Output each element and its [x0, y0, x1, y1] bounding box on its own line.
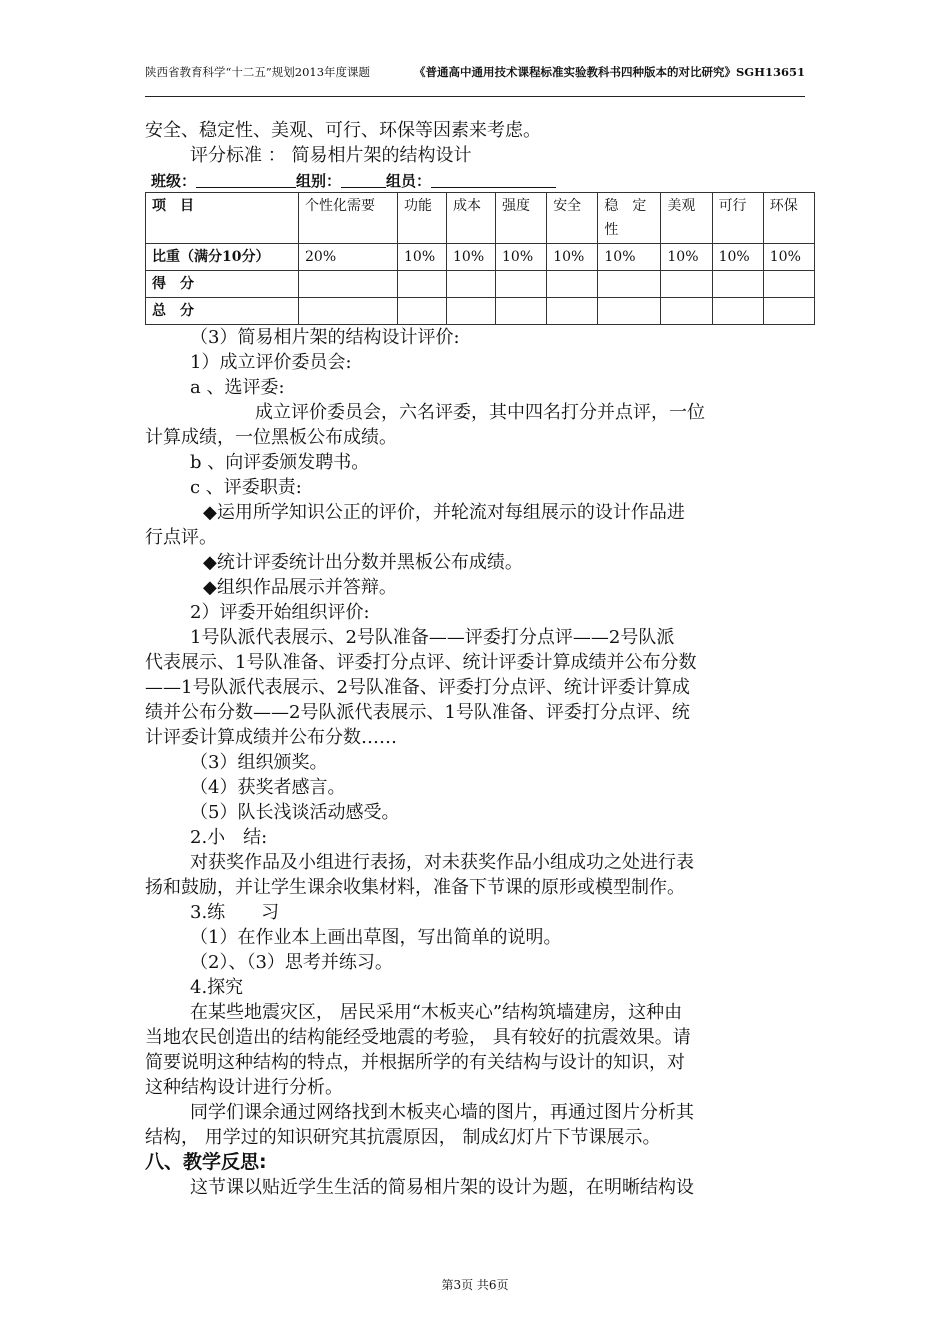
table-cell-empty [661, 271, 712, 298]
table-header-cell: 强度 [496, 193, 547, 244]
paragraph-line: 绩并公布分数——2号队派代表展示、1号队准备、评委打分点评、统 [145, 702, 690, 723]
member-blank [431, 173, 556, 188]
table-score-row [146, 271, 815, 298]
table-cell: 10% [547, 244, 598, 271]
paragraph-line: a 、选评委: [190, 377, 285, 398]
table-cell-empty [398, 298, 447, 325]
table-cell-empty [496, 271, 547, 298]
table-cell-empty [547, 271, 598, 298]
table-header-cell: 功能 [398, 193, 447, 244]
paragraph-line: 计评委计算成绩并公布分数…… [145, 727, 397, 748]
sign-row [145, 170, 810, 192]
paragraph-line: 这种结构设计进行分析。 [145, 1077, 343, 1098]
paragraph-line: 3.练 习 [190, 902, 280, 923]
paragraph-line: 对获奖作品及小组进行表扬，对未获奖作品小组成功之处进行表 [190, 852, 694, 873]
table-header-cell: 项 目 [146, 193, 299, 244]
table-cell-empty [447, 298, 496, 325]
section-heading: 八、教学反思: [145, 1151, 267, 1173]
paragraph-line: 当地农民创造出的结构能经受地震的考验， 具有较好的抗震效果。请 [145, 1027, 691, 1048]
table-cell-empty [712, 298, 763, 325]
table-cell-empty [299, 271, 398, 298]
table-header-cell: 成本 [447, 193, 496, 244]
table-cell: 10% [661, 244, 712, 271]
table-cell-empty [447, 271, 496, 298]
page-footer: 第3页 共6页 [441, 1278, 509, 1292]
paragraph-line: c 、评委职责: [190, 477, 302, 498]
table-cell: 10% [763, 244, 814, 271]
table-cell-empty [763, 271, 814, 298]
table-cell-empty [398, 271, 447, 298]
paragraph-line: 结构， 用学过的知识研究其抗震原因， 制成幻灯片下节课展示。 [145, 1127, 661, 1148]
paragraph-line: （3）组织颁奖。 [190, 752, 328, 773]
paragraph-line: （5）队长浅谈活动感受。 [190, 802, 400, 823]
paragraph-line: 计算成绩，一位黑板公布成绩。 [145, 427, 397, 448]
score-table [145, 192, 815, 325]
paragraph-line: 2.小 结: [190, 827, 268, 848]
table-header-cell: 个性化需要 [299, 193, 398, 244]
paragraph-line: ——1号队派代表展示、2号队准备、评委打分点评、统计评委计算成 [145, 677, 690, 698]
page-header [145, 64, 805, 80]
table-cell: 10% [496, 244, 547, 271]
member-label: 组员： [386, 172, 432, 190]
paragraph-line: 这节课以贴近学生生活的简易相片架的设计为题，在明晰结构设 [190, 1177, 694, 1198]
table-header-cell: 安全 [547, 193, 598, 244]
table-cell-empty [496, 298, 547, 325]
paragraph-line: （3）简易相片架的结构设计评价: [190, 327, 460, 348]
table-cell-empty [712, 271, 763, 298]
header-title: 《普通高中通用技术课程标准实验教科书四种版本的对比研究》SGH13651 [414, 65, 805, 79]
table-weight-row [146, 244, 815, 271]
table-header-cell: 环保 [763, 193, 814, 244]
paragraph-line: 扬和鼓励，并让学生课余收集材料，准备下节课的原形或模型制作。 [145, 877, 685, 898]
paragraph-line: 1）成立评价委员会: [190, 352, 352, 373]
intro-line: 安全、稳定性、美观、可行、环保等因素来考虑。 [145, 120, 541, 141]
paragraph-line: 在某些地震灾区， 居民采用“木板夹心”结构筑墙建房，这种由 [190, 1002, 683, 1023]
paragraph-line: 代表展示、1号队准备、评委打分点评、统计评委计算成绩并公布分数 [145, 652, 697, 673]
table-cell: 10% [447, 244, 496, 271]
table-header-cell: 稳 定性 [598, 193, 661, 244]
paragraph-line: ◆运用所学知识公正的评价，并轮流对每组展示的设计作品进 [203, 502, 685, 523]
table-cell: 得 分 [146, 271, 299, 298]
paragraph-line: 1号队派代表展示、2号队准备——评委打分点评——2号队派 [190, 627, 675, 648]
table-cell: 10% [712, 244, 763, 271]
paragraph-line: b 、向评委颁发聘书。 [190, 452, 370, 473]
header-divider [145, 96, 805, 97]
paragraph-line: 成立评价委员会，六名评委，其中四名打分并点评，一位 [255, 402, 705, 423]
table-header-cell: 可行 [712, 193, 763, 244]
table-cell-empty [661, 298, 712, 325]
table-cell: 10% [398, 244, 447, 271]
paragraph-line: ◆组织作品展示并答辩。 [203, 577, 397, 598]
paragraph-line: （4）获奖者感言。 [190, 777, 346, 798]
table-cell: 20% [299, 244, 398, 271]
table-cell-empty [763, 298, 814, 325]
table-total-row [146, 298, 815, 325]
paragraph-line: 2）评委开始组织评价: [190, 602, 370, 623]
table-header-cell: 美观 [661, 193, 712, 244]
document-body [145, 118, 810, 1200]
paragraph-line: 同学们课余通过网络找到木板夹心墙的图片，再通过图片分析其 [190, 1102, 694, 1123]
table-cell-empty [598, 271, 661, 298]
group-blank [341, 173, 386, 188]
class-blank [196, 173, 296, 188]
paragraph-line: 简要说明这种结构的特点，并根据所学的有关结构与设计的知识，对 [145, 1052, 685, 1073]
table-cell-empty [547, 298, 598, 325]
class-label: 班级： [151, 172, 197, 190]
header-project: 陕西省教育科学“十二五”规划2013年度课题 [145, 65, 371, 79]
paragraph-line: （2）、（3）思考并练习。 [190, 952, 393, 973]
rubric-title: 评分标准 ： 简易相片架的结构设计 [190, 145, 472, 166]
table-cell-empty [299, 298, 398, 325]
table-cell: 10% [598, 244, 661, 271]
table-header-row [146, 193, 815, 244]
paragraph-line: （1）在作业本上画出草图，写出简单的说明。 [190, 927, 562, 948]
table-cell-empty [598, 298, 661, 325]
paragraph-line: 4.探究 [190, 977, 244, 998]
table-cell: 总 分 [146, 298, 299, 325]
paragraph-line: 行点评。 [145, 527, 217, 548]
table-cell: 比重（满分10分） [146, 244, 299, 271]
paragraph-line: ◆统计评委统计出分数并黑板公布成绩。 [203, 552, 523, 573]
group-label: 组别： [296, 172, 342, 190]
